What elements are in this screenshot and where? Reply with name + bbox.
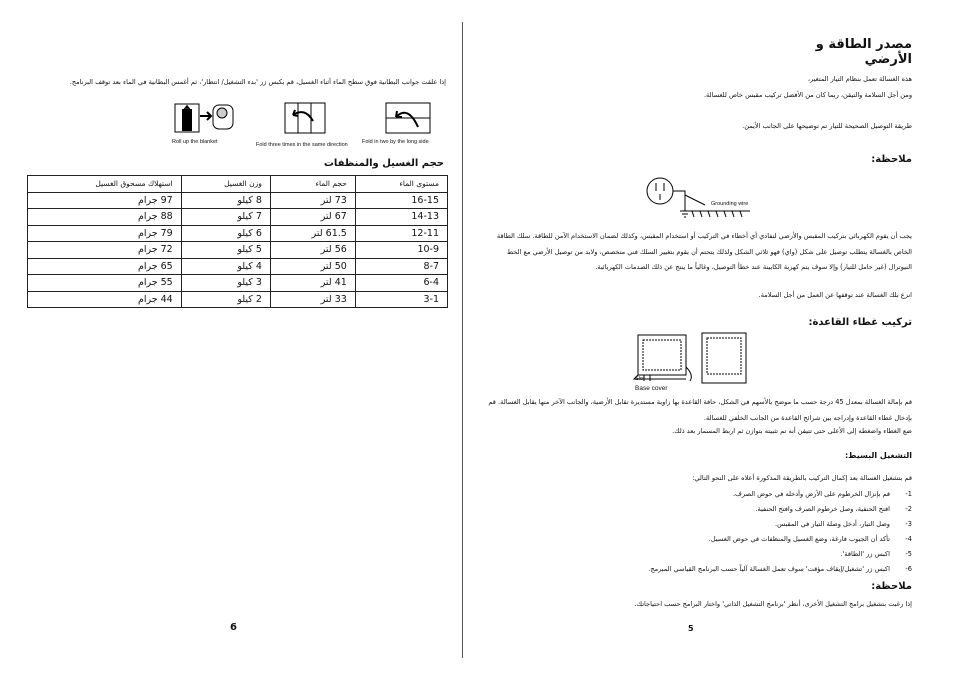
fold-three-icon <box>283 101 327 135</box>
cell-water-level: 16-15 <box>355 192 447 209</box>
simple-operation-intro: قم بتشغيل الغسالة بعد إكمال التركيب بالطريقة المذكورة أعلاه على النحو التالي: <box>692 474 912 482</box>
cell-detergent: 44 جرام <box>28 291 182 308</box>
list-item <box>486 532 912 547</box>
step-text: افتح الحنفية، وصل خرطوم الصرف وافتح الحنفية. <box>755 505 890 513</box>
roll-blanket-icon <box>173 101 235 135</box>
cell-water-volume: 41 لتر <box>270 275 355 292</box>
cell-load-weight: 8 كيلو <box>181 192 270 209</box>
cell-water-level: 3-1 <box>355 291 447 308</box>
power-paragraph-3: طريقة التوصيل الصحيحة للتيار تم توضيحها على الجانب الأيمن. <box>742 122 912 130</box>
step-number: 2- <box>905 505 912 513</box>
list-item <box>486 487 912 502</box>
fold-two-icon <box>384 101 432 135</box>
illustration-label-roll: Roll up the blanket <box>172 139 218 145</box>
section-title-power: مصدر الطاقة و الأرضي <box>815 37 912 67</box>
cell-water-level: 10-9 <box>355 242 447 259</box>
step-number: 6- <box>905 565 912 573</box>
cell-load-weight: 2 كيلو <box>181 291 270 308</box>
cell-detergent: 79 جرام <box>28 225 182 242</box>
step-text: اكبس زر 'تشغيل/إيقاف مؤقت' سوف تعمل الغسالة آلياً حسب البرنامج القياسي المبرمج. <box>648 565 890 573</box>
page-number-right: 5 <box>688 624 694 633</box>
cell-water-volume: 73 لتر <box>270 192 355 209</box>
step-number: 4- <box>905 535 912 543</box>
illustration-label-fold-two: Fold in two by the long side <box>362 139 429 145</box>
list-item <box>486 562 912 577</box>
table-row <box>28 209 448 226</box>
detergent-table <box>27 175 448 308</box>
header-water-level: مستوى الماء <box>355 176 447 193</box>
cell-load-weight: 5 كيلو <box>181 242 270 259</box>
illustration-label-fold-three: Fold three times in the same direction <box>256 142 348 148</box>
cell-detergent: 88 جرام <box>28 209 182 226</box>
base-cover-diagram <box>630 327 750 393</box>
cell-load-weight: 3 كيلو <box>181 275 270 292</box>
grounding-paragraph-2: انزع بلك الغسالة عند توقفها عن العمل من أجل السلامة. <box>758 291 912 299</box>
grounding-paragraph: يجب أن يقوم الكهربائي بتركيب المقبس والأرضي لتفادي أي أخطاء في التركيب أو استخدام المقبس، وكذلك لضمان الاستخدام الآمن للطاقة. سلك الطاقة الخاص بالغسالة يتطلب توصيل على شكل (واي) فهو ثلاثي الشكل ولذلك يتحتم أن يقوم بتغيير السلك فني متخصص، ولابد من توصيل الأرضي مع الخط النيوترال (غير حامل للتيار) وإلا سوف يتم كهربة الكابينة عند خطأ التوصيل، وغالباً ما ينتج عن ذلك الصدمات الكهربائية. <box>496 232 912 271</box>
table-row <box>28 225 448 242</box>
simple-operation-heading: التشغيل البسيط: <box>844 451 912 460</box>
slot-label: Slot <box>635 376 645 382</box>
cell-detergent: 55 جرام <box>28 275 182 292</box>
table-row <box>28 258 448 275</box>
step-text: تأكد أن الجيوب فارغة، وضع الغسيل والمنظفات في حوض الغسيل. <box>708 535 890 543</box>
cell-detergent: 65 جرام <box>28 258 182 275</box>
base-cover-heading: تركيب غطاء القاعدة: <box>808 317 912 328</box>
cell-water-level: 8-7 <box>355 258 447 275</box>
step-number: 1- <box>905 490 912 498</box>
cell-water-volume: 67 لتر <box>270 209 355 226</box>
step-number: 3- <box>905 520 912 528</box>
list-item <box>486 547 912 562</box>
table-row <box>28 242 448 259</box>
cell-load-weight: 4 كيلو <box>181 258 270 275</box>
table-row <box>28 275 448 292</box>
right-page <box>464 0 953 674</box>
step-text: قم بإنزال الخرطوم على الأرض وأدخله في حوض الصرف. <box>732 490 890 498</box>
step-text: اكبس زر 'الطاقة'. <box>840 550 890 558</box>
header-load-weight: وزن الغسيل <box>181 176 270 193</box>
blanket-intro: إذا علقت جوانب البطانية فوق سطح الماء أثناء الغسيل، قم بكبس زر 'بدء التشغيل/ انتظار'، ثم أغمس البطانية في الماء بعد توقف البرنامج. <box>69 78 446 86</box>
base-cover-label: Base cover <box>635 385 668 392</box>
cell-load-weight: 6 كيلو <box>181 225 270 242</box>
table-row <box>28 291 448 308</box>
cell-water-level: 12-11 <box>355 225 447 242</box>
power-paragraph-2: ومن أجل السلامة والتيقن، ربما كان من الأفضل تركيب مقبس خاص للغسالة. <box>703 91 912 99</box>
note2-paragraph: إذا رغبت بتشغيل برامج التشغيل الأخرى، أنظر 'برنامج التشغيل الذاتي' واختار البرامج حسب احتياجاتك. <box>634 600 912 608</box>
header-detergent: استهلاك مسحوق الغسيل <box>28 176 182 193</box>
table-title: حجم الغسيل والمنظفات <box>323 158 444 169</box>
operation-steps <box>486 487 912 577</box>
list-item <box>486 517 912 532</box>
base-cover-paragraph: قم بإمالة الغسالة بمعدل 45 درجة حسب ما موضح بالأسهم في الشكل، حافة القاعدة بها زاوية مستديرة تقابل الأرضية، والجانب الآخر منها يقابل الغسالة. قم بإدخال غطاء القاعدة وإدراجه بين شرائح القاعدة من الجانب الخلفي للغسالة. <box>488 398 912 422</box>
cell-water-volume: 50 لتر <box>270 258 355 275</box>
note2-heading: ملاحظة: <box>871 581 912 592</box>
grounding-diagram <box>630 165 750 221</box>
page-divider <box>462 22 463 658</box>
list-item <box>486 502 912 517</box>
step-text: وصل التيار، أدخل وصلة التيار في المقبس. <box>775 520 890 528</box>
cell-detergent: 97 جرام <box>28 192 182 209</box>
cell-detergent: 72 جرام <box>28 242 182 259</box>
header-water-volume: حجم الماء <box>270 176 355 193</box>
cell-load-weight: 7 كيلو <box>181 209 270 226</box>
page-number-left: 6 <box>230 622 237 633</box>
cell-water-level: 6-4 <box>355 275 447 292</box>
grounding-wire-label: Grounding wire <box>711 201 749 207</box>
cell-water-volume: 33 لتر <box>270 291 355 308</box>
table-row <box>28 192 448 209</box>
cell-water-level: 14-13 <box>355 209 447 226</box>
cell-water-volume: 56 لتر <box>270 242 355 259</box>
base-cover-paragraph-2: ضع الغطاء واضغطه إلى الأعلى حتى تتيقن أنه تم تثبيته بتوازن ثم اربط المسمار بعد ذلك. <box>672 427 912 435</box>
power-paragraph-1: هذه الغسالة تعمل بنظام التيار المتغير، <box>807 75 912 83</box>
left-page <box>0 0 462 674</box>
table-header-row <box>28 176 448 193</box>
cell-water-volume: 61.5 لتر <box>270 225 355 242</box>
note-heading: ملاحظة: <box>871 154 912 165</box>
step-number: 5- <box>905 550 912 558</box>
